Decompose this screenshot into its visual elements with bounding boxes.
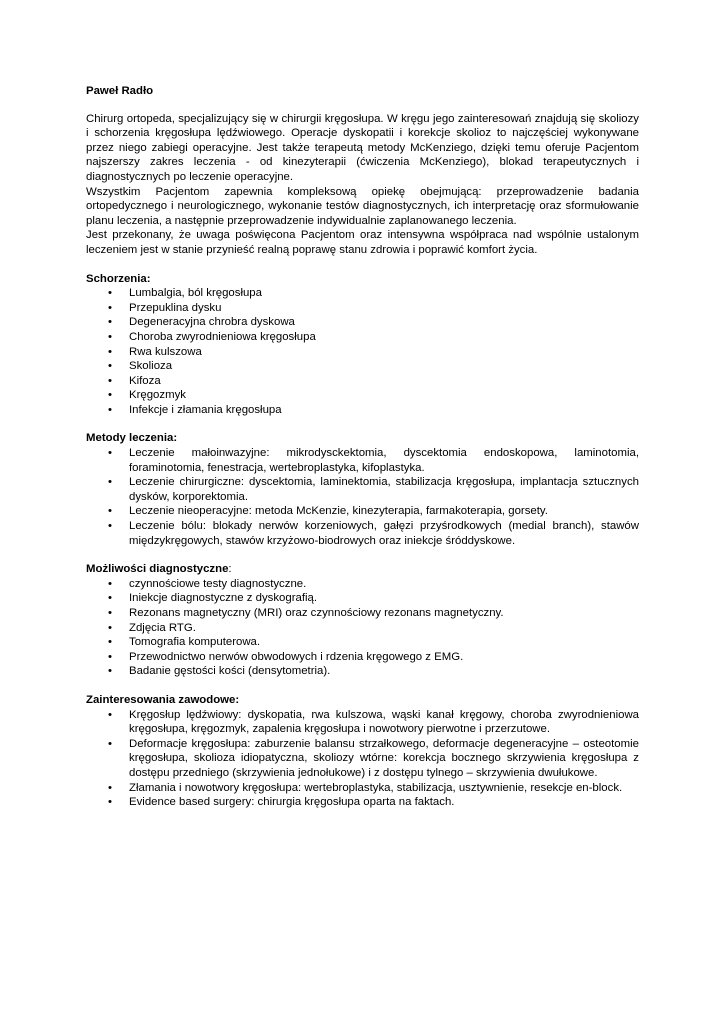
- list-item: • Przepuklina dysku: [86, 301, 639, 316]
- list-item: • Tomografia komputerowa.: [86, 635, 639, 650]
- list-item: • Skolioza: [86, 359, 639, 374]
- list-item: • Lumbalgia, ból kręgosłupa: [86, 286, 639, 301]
- list-item: • Leczenie chirurgiczne: dyscektomia, laminektomia, stabilizacja kręgosłupa, implantacja sztucznych dysków, korporektomia.: [86, 475, 639, 504]
- list-item: • Kręgosłup lędźwiowy: dyskopatia, rwa kulszowa, wąski kanał kręgowy, choroba zwyrodnieniowa kręgosłupa, kręgozmyk, zapalenia kręgosłupa i nowotwory pierwotne i przerzutowe.: [86, 708, 639, 737]
- list-item: • Zdjęcia RTG.: [86, 621, 639, 636]
- list-item: • Leczenie nieoperacyjne: metoda McKenzie, kinezyterapia, farmakoterapia, gorsety.: [86, 504, 639, 519]
- list-item: • Deformacje kręgosłupa: zaburzenie balansu strzałkowego, deformacje degeneracyjne – osteotomie kręgosłupa, skolioza idiopatyczna, skoliozy wtórne: korekcja bocznego skrzywienia kręgosłupa z dostępu przedniego (skrzywienia jednołukowe) i z dostępu tylnego – skrzywienia dwułukowe.: [86, 737, 639, 781]
- section-title: Schorzenia:: [86, 272, 151, 285]
- bullet-list: [86, 446, 639, 548]
- list-item: • Kifoza: [86, 374, 639, 389]
- list-item: • Infekcje i złamania kręgosłupa: [86, 403, 639, 418]
- section-title: Metody leczenia:: [86, 432, 178, 445]
- list-item: • Badanie gęstości kości (densytometria).: [86, 664, 639, 679]
- section-diagnostyka: [86, 562, 639, 679]
- section-title: [86, 562, 639, 577]
- section-title-colon: :: [228, 563, 232, 576]
- list-item: • Kręgozmyk: [86, 388, 639, 403]
- author-name: Paweł Radło: [86, 85, 154, 97]
- section-schorzenia: [86, 272, 639, 418]
- list-item: • Degeneracyjna chrobra dyskowa: [86, 315, 639, 330]
- list-item: • Leczenie małoinwazyjne: mikrodysckektomia, dyscektomia endoskopowa, laminotomia, foraminotomia, fenestracja, wertebroplastyka, kifoplastyka.: [86, 446, 639, 475]
- intro-text: [86, 112, 639, 258]
- intro-paragraph: Wszystkim Pacjentom zapewnia kompleksową opiekę obejmującą: przeprowadzenie badania ortopedycznego i neurologicznego, wykonanie testów diagnostycznych, ich interpretację oraz sformułowanie planu leczenia, a następnie przeprowadzenie indywidualnie zaplanowanego leczenia.: [86, 185, 639, 227]
- list-item: • Choroba zwyrodnieniowa kręgosłupa: [86, 330, 639, 345]
- intro-paragraph: Jest przekonany, że uwaga poświęcona Pacjentom oraz intensywna współpraca nad wspólnie ustalonym leczeniem jest w stanie przynieść realną poprawę stanu zdrowia i poprawić komfort życia.: [86, 229, 639, 256]
- list-item: • Iniekcje diagnostyczne z dyskografią.: [86, 591, 639, 606]
- list-item: • Przewodnictwo nerwów obwodowych i rdzenia kręgowego z EMG.: [86, 650, 639, 665]
- list-item: • Rwa kulszowa: [86, 345, 639, 360]
- list-item: • Złamania i nowotwory kręgosłupa: wertebroplastyka, stabilizacja, usztywnienie, resekcje en-block.: [86, 781, 639, 796]
- list-item: • Leczenie bólu: blokady nerwów korzeniowych, gałęzi przyśrodkowych (medial branch), stawów międzykręgowych, stawów krzyżowo-biodrowych oraz iniekcje śróddyskowe.: [86, 519, 639, 548]
- list-item: • Evidence based surgery: chirurgia kręgosłupa oparta na faktach.: [86, 795, 639, 810]
- bullet-list: [86, 286, 639, 417]
- list-item: • Rezonans magnetyczny (MRI) oraz czynnościowy rezonans magnetyczny.: [86, 606, 639, 621]
- list-item: • czynnościowe testy diagnostyczne.: [86, 577, 639, 592]
- intro-paragraph: Chirurg ortopeda, specjalizujący się w chirurgii kręgosłupa. W kręgu jego zainteresowań znajdują się skoliozy i schorzenia kręgosłupa lędźwiowego. Operacje dyskopatii i korekcje skolioz to najczęściej wykonywane przez niego zabiegi operacyjne. Jest także terapeutą metody McKenziego, dzięki temu oferuje Pacjentom najszerszy zakres leczenia - od kinezyterapii (ćwiczenia McKenziego), blokad terapeutycznych i diagnostycznych po leczenie operacyjne.: [86, 112, 639, 183]
- section-metody-leczenia: [86, 431, 639, 548]
- section-title-text: Możliwości diagnostyczne: [86, 563, 229, 576]
- bullet-list: [86, 708, 639, 810]
- section-zainteresowania: [86, 693, 639, 810]
- section-title: Zainteresowania zawodowe:: [86, 693, 240, 706]
- bullet-list: [86, 577, 639, 679]
